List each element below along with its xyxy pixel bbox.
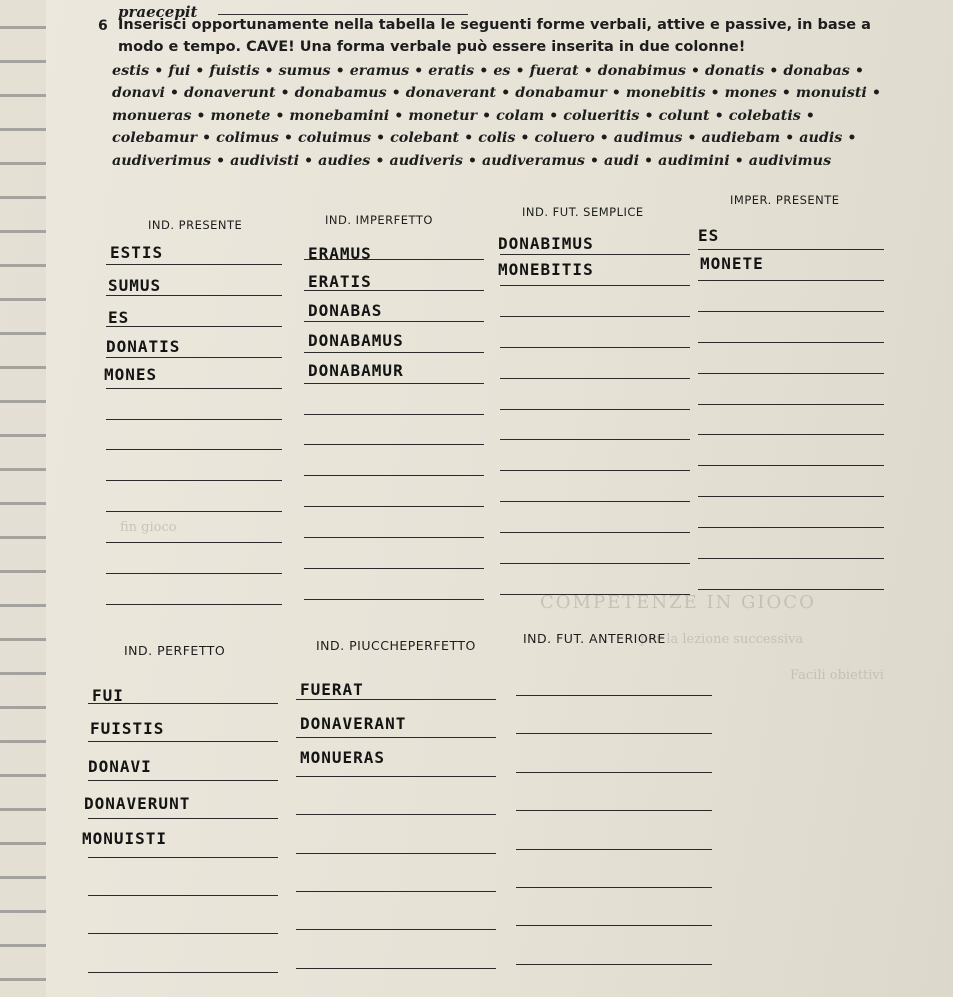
answer-presente: DONATIS (106, 337, 181, 356)
answer-imperfetto: ERATIS (308, 272, 372, 291)
answer-line (516, 925, 712, 926)
answer-line (500, 470, 690, 471)
answer-imperfetto: DONABAS (308, 301, 383, 320)
answer-line (106, 480, 282, 481)
answer-line (500, 563, 690, 564)
answer-line (516, 772, 712, 773)
praecepit-label: praecepit (118, 3, 198, 21)
answer-piuccheperfetto: FUERAT (300, 680, 364, 699)
answer-line (304, 321, 484, 322)
answer-line (296, 968, 496, 969)
answer-line (106, 511, 282, 512)
answer-line (106, 573, 282, 574)
answer-line (698, 249, 884, 250)
answer-line (500, 347, 690, 348)
answer-imperfetto: DONABAMUR (308, 361, 404, 380)
answer-line (296, 853, 496, 854)
answer-presente: MONES (104, 365, 158, 384)
answer-perfetto: FUISTIS (90, 719, 165, 738)
answer-imperativo: MONETE (700, 254, 764, 273)
answer-line (304, 599, 484, 600)
header-ind-fut-semplice: IND. FUT. SEMPLICE (522, 205, 644, 219)
bleed-through-text: per la lezione successiva (640, 632, 804, 647)
answer-line (106, 449, 282, 450)
answer-line (698, 311, 884, 312)
bleed-through-text: Facili obiettivi (790, 668, 884, 683)
answer-line (516, 733, 712, 734)
answer-fut-semplice: MONEBITIS (498, 260, 594, 279)
answer-presente: ESTIS (110, 243, 164, 262)
answer-piuccheperfetto: MONUERAS (300, 748, 386, 767)
answer-perfetto: FUI (92, 686, 124, 705)
answer-line (698, 465, 884, 466)
answer-line (516, 695, 712, 696)
answer-perfetto: MONUISTI (82, 829, 168, 848)
answer-line (304, 352, 484, 353)
answer-fut-semplice: DONABIMUS (498, 234, 594, 253)
answer-presente: ES (108, 308, 130, 327)
answer-line (500, 285, 690, 286)
answer-line (88, 857, 278, 858)
verb-list: estis • fui • fuistis • sumus • eramus • eratis • es • fuerat • donabimus • donatis • donabas • donavi • donaverunt • donabamus • donaverant • donabamur • monebitis • mones • monuisti • monueras • monete • monebamini • monetur • colam • colueritis • colunt • colebatis • colebamur • colimus • coluimus • colebant • colis • coluero • audimus • audiebam • audis • audiverimus • audivisti • audies • audiveris • audiveramus • audi • audimini • audivimus (112, 63, 881, 169)
answer-line (698, 280, 884, 281)
answer-imperfetto: ERAMUS (308, 244, 372, 263)
answer-line (106, 357, 282, 358)
bleed-through-text: COMPETENZE IN GIOCO (540, 592, 816, 613)
answer-line (500, 439, 690, 440)
answer-line (296, 776, 496, 777)
answer-line (698, 342, 884, 343)
answer-perfetto: DONAVI (88, 757, 152, 776)
answer-line (106, 264, 282, 265)
header-ind-perfetto: IND. PERFETTO (124, 643, 226, 658)
header-ind-presente: IND. PRESENTE (148, 218, 243, 232)
answer-line (88, 895, 278, 896)
answer-imperfetto: DONABAMUS (308, 331, 404, 350)
answer-line (88, 972, 278, 973)
answer-line (516, 964, 712, 965)
header-imper-presente: IMPER. PRESENTE (730, 193, 840, 207)
answer-line (106, 326, 282, 327)
answer-line (500, 409, 690, 410)
answer-line (516, 810, 712, 811)
answer-line (500, 378, 690, 379)
answer-line (304, 568, 484, 569)
header-ind-imperfetto: IND. IMPERFETTO (325, 213, 433, 227)
answer-perfetto: DONAVERUNT (84, 794, 191, 813)
answer-line (106, 388, 282, 389)
answer-line (106, 419, 282, 420)
answer-line (296, 814, 496, 815)
answer-line (304, 414, 484, 415)
answer-line (88, 741, 278, 742)
answer-line (304, 383, 484, 384)
answer-line (106, 604, 282, 605)
answer-line (304, 537, 484, 538)
answer-line (296, 737, 496, 738)
answer-piuccheperfetto: DONAVERANT (300, 714, 407, 733)
answer-line (296, 929, 496, 930)
answer-line (304, 444, 484, 445)
header-ind-fut-anteriore: IND. FUT. ANTERIORE (523, 631, 666, 646)
answer-line (698, 558, 884, 559)
answer-line (698, 404, 884, 405)
answer-line (88, 780, 278, 781)
bleed-through-text: fin gioco (120, 520, 177, 535)
exercise-instruction: Inserisci opportunamente nella tabella le seguenti forme verbali, attive e passive, in base a modo e tempo. CAVE! Una forma verbale può essere inserita in due colonne! (118, 17, 871, 55)
answer-line (500, 316, 690, 317)
answer-line (304, 475, 484, 476)
answer-line (500, 254, 690, 255)
answer-line (296, 699, 496, 700)
answer-line (500, 532, 690, 533)
exercise-number: 6 (98, 18, 108, 34)
answer-line (304, 506, 484, 507)
answer-line (698, 527, 884, 528)
answer-line (106, 542, 282, 543)
binding-edge (0, 0, 46, 997)
answer-line (88, 933, 278, 934)
answer-line (106, 295, 282, 296)
answer-line (500, 501, 690, 502)
answer-line (88, 818, 278, 819)
answer-line (516, 887, 712, 888)
answer-line (698, 434, 884, 435)
answer-line (698, 373, 884, 374)
answer-line (698, 589, 884, 590)
answer-line (516, 849, 712, 850)
header-ind-piuccheperfetto: IND. PIUCCHEPERFETTO (316, 638, 476, 653)
answer-imperativo: ES (698, 226, 720, 245)
answer-line (296, 891, 496, 892)
answer-presente: SUMUS (108, 276, 162, 295)
answer-line (500, 594, 690, 595)
answer-line (698, 496, 884, 497)
